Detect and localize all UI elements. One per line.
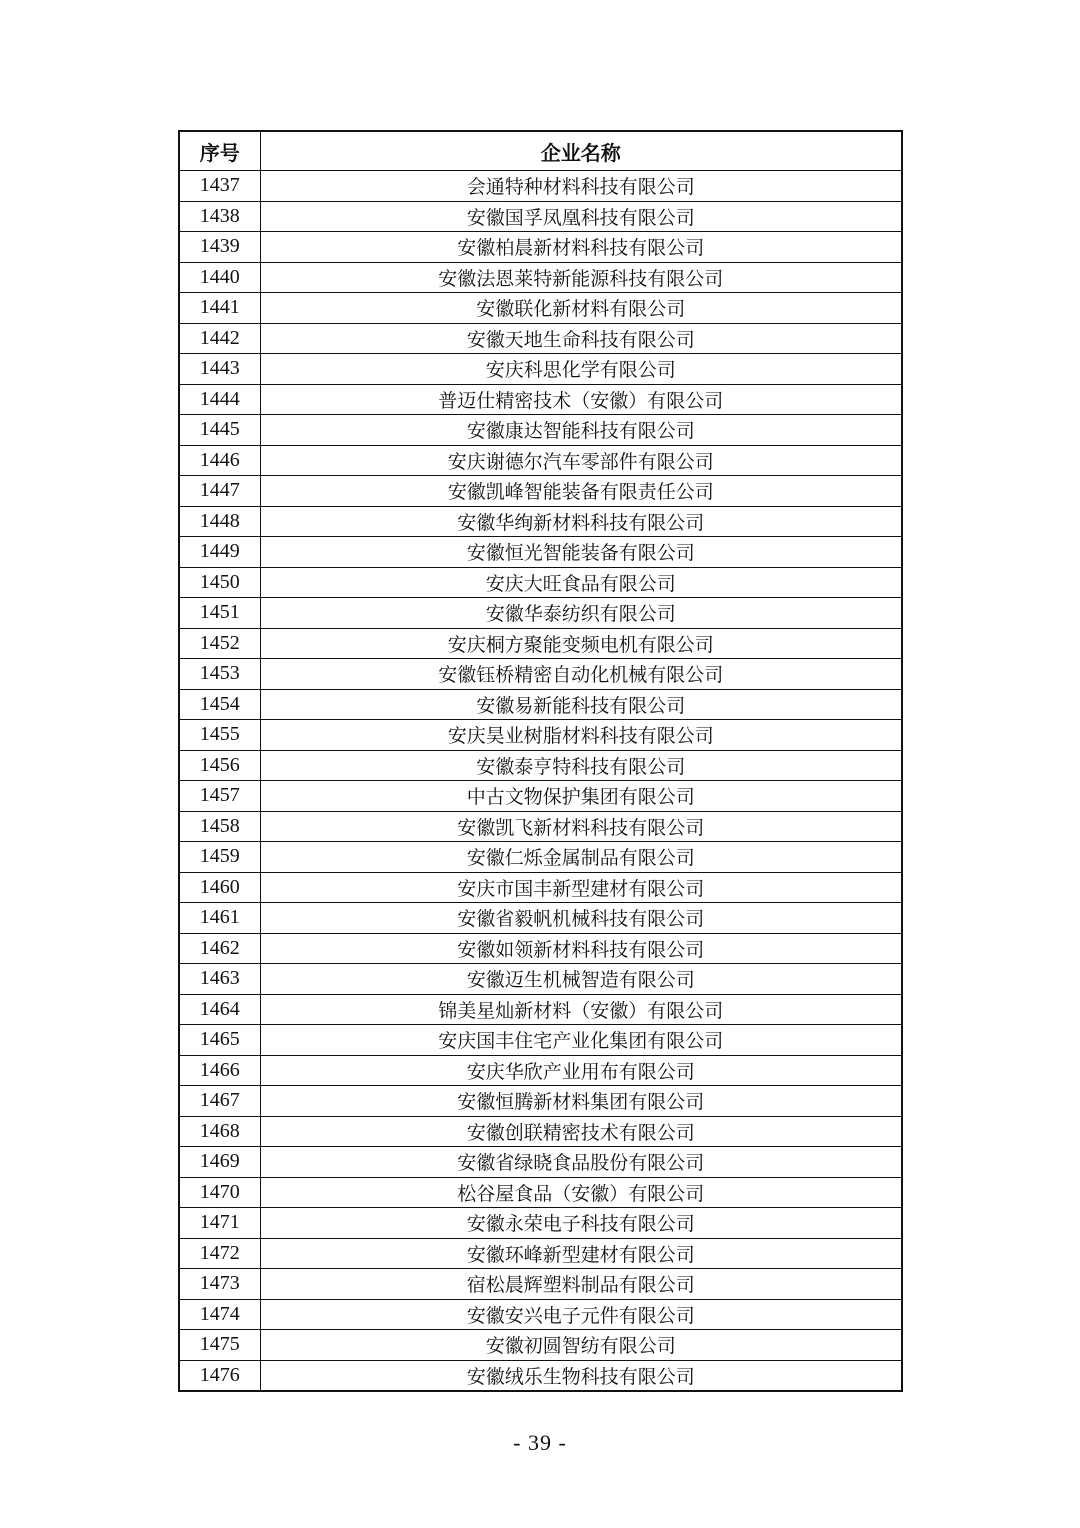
enterprise-name-cell: 松谷屋食品（安徽）有限公司 bbox=[260, 1177, 902, 1208]
table-row bbox=[179, 354, 902, 385]
serial-number-cell: 1437 bbox=[179, 171, 260, 202]
serial-number-cell: 1475 bbox=[179, 1330, 260, 1361]
table-row bbox=[179, 1025, 902, 1056]
table-header-row bbox=[179, 131, 902, 171]
table-row bbox=[179, 1116, 902, 1147]
table-row bbox=[179, 171, 902, 202]
serial-number-cell: 1447 bbox=[179, 476, 260, 507]
serial-number-cell: 1452 bbox=[179, 628, 260, 659]
enterprise-name-cell: 安庆谢德尔汽车零部件有限公司 bbox=[260, 445, 902, 476]
table-row bbox=[179, 384, 902, 415]
table-row bbox=[179, 567, 902, 598]
serial-number-cell: 1448 bbox=[179, 506, 260, 537]
table-row bbox=[179, 781, 902, 812]
enterprise-name-cell: 安徽初圆智纺有限公司 bbox=[260, 1330, 902, 1361]
serial-number-cell: 1445 bbox=[179, 415, 260, 446]
table-row bbox=[179, 689, 902, 720]
serial-number-cell: 1444 bbox=[179, 384, 260, 415]
table-row bbox=[179, 293, 902, 324]
enterprise-name-cell: 安徽华泰纺织有限公司 bbox=[260, 598, 902, 629]
enterprise-name-cell: 安徽迈生机械智造有限公司 bbox=[260, 964, 902, 995]
table-row bbox=[179, 933, 902, 964]
serial-number-cell: 1439 bbox=[179, 232, 260, 263]
table-row bbox=[179, 598, 902, 629]
enterprise-name-cell: 安徽如领新材料科技有限公司 bbox=[260, 933, 902, 964]
table-row bbox=[179, 445, 902, 476]
enterprise-name-cell: 安庆华欣产业用布有限公司 bbox=[260, 1055, 902, 1086]
serial-number-cell: 1473 bbox=[179, 1269, 260, 1300]
enterprise-name-cell: 锦美星灿新材料（安徽）有限公司 bbox=[260, 994, 902, 1025]
table-row bbox=[179, 506, 902, 537]
table-row bbox=[179, 1299, 902, 1330]
table-row bbox=[179, 811, 902, 842]
table-body bbox=[179, 171, 902, 1392]
enterprise-name-cell: 安庆国丰住宅产业化集团有限公司 bbox=[260, 1025, 902, 1056]
serial-number-cell: 1469 bbox=[179, 1147, 260, 1178]
serial-number-cell: 1440 bbox=[179, 262, 260, 293]
table-row bbox=[179, 1238, 902, 1269]
serial-number-cell: 1472 bbox=[179, 1238, 260, 1269]
table-row bbox=[179, 720, 902, 751]
table-row bbox=[179, 1086, 902, 1117]
serial-number-cell: 1450 bbox=[179, 567, 260, 598]
serial-number-cell: 1468 bbox=[179, 1116, 260, 1147]
enterprise-name-cell: 安庆大旺食品有限公司 bbox=[260, 567, 902, 598]
serial-number-cell: 1449 bbox=[179, 537, 260, 568]
serial-number-cell: 1453 bbox=[179, 659, 260, 690]
table-row bbox=[179, 415, 902, 446]
table-row bbox=[179, 201, 902, 232]
table-row bbox=[179, 994, 902, 1025]
header-serial-number: 序号 bbox=[179, 131, 260, 171]
serial-number-cell: 1463 bbox=[179, 964, 260, 995]
table-row bbox=[179, 262, 902, 293]
enterprise-name-cell: 安徽创联精密技术有限公司 bbox=[260, 1116, 902, 1147]
enterprise-name-cell: 安徽华绚新材料科技有限公司 bbox=[260, 506, 902, 537]
enterprise-name-cell: 安徽恒腾新材料集团有限公司 bbox=[260, 1086, 902, 1117]
enterprise-name-cell: 安徽柏晨新材料科技有限公司 bbox=[260, 232, 902, 263]
serial-number-cell: 1458 bbox=[179, 811, 260, 842]
serial-number-cell: 1462 bbox=[179, 933, 260, 964]
enterprise-name-cell: 会通特种材料科技有限公司 bbox=[260, 171, 902, 202]
table-row bbox=[179, 476, 902, 507]
header-enterprise-name: 企业名称 bbox=[260, 131, 902, 171]
table-row bbox=[179, 903, 902, 934]
enterprise-name-cell: 安庆市国丰新型建材有限公司 bbox=[260, 872, 902, 903]
table-row bbox=[179, 750, 902, 781]
table-row bbox=[179, 842, 902, 873]
serial-number-cell: 1443 bbox=[179, 354, 260, 385]
enterprise-name-cell: 安徽泰亨特科技有限公司 bbox=[260, 750, 902, 781]
table-row bbox=[179, 872, 902, 903]
table-row bbox=[179, 1177, 902, 1208]
serial-number-cell: 1455 bbox=[179, 720, 260, 751]
enterprise-name-cell: 安徽康达智能科技有限公司 bbox=[260, 415, 902, 446]
serial-number-cell: 1471 bbox=[179, 1208, 260, 1239]
serial-number-cell: 1442 bbox=[179, 323, 260, 354]
serial-number-cell: 1457 bbox=[179, 781, 260, 812]
serial-number-cell: 1451 bbox=[179, 598, 260, 629]
enterprise-name-cell: 安徽永荣电子科技有限公司 bbox=[260, 1208, 902, 1239]
enterprise-name-cell: 安徽法恩莱特新能源科技有限公司 bbox=[260, 262, 902, 293]
enterprise-name-cell: 安徽恒光智能装备有限公司 bbox=[260, 537, 902, 568]
enterprise-name-cell: 安徽环峰新型建材有限公司 bbox=[260, 1238, 902, 1269]
table-row bbox=[179, 1360, 902, 1391]
enterprise-name-cell: 安徽国孚凤凰科技有限公司 bbox=[260, 201, 902, 232]
enterprise-name-cell: 安徽凯飞新材料科技有限公司 bbox=[260, 811, 902, 842]
serial-number-cell: 1438 bbox=[179, 201, 260, 232]
serial-number-cell: 1441 bbox=[179, 293, 260, 324]
serial-number-cell: 1446 bbox=[179, 445, 260, 476]
enterprise-name-cell: 安庆昊业树脂材料科技有限公司 bbox=[260, 720, 902, 751]
enterprise-name-cell: 宿松晨辉塑料制品有限公司 bbox=[260, 1269, 902, 1300]
enterprise-name-cell: 安徽绒乐生物科技有限公司 bbox=[260, 1360, 902, 1391]
table-row bbox=[179, 659, 902, 690]
table-row bbox=[179, 232, 902, 263]
enterprise-name-cell: 安徽仁烁金属制品有限公司 bbox=[260, 842, 902, 873]
serial-number-cell: 1466 bbox=[179, 1055, 260, 1086]
serial-number-cell: 1459 bbox=[179, 842, 260, 873]
serial-number-cell: 1465 bbox=[179, 1025, 260, 1056]
page-number: - 39 - bbox=[513, 1430, 567, 1455]
table-row bbox=[179, 1208, 902, 1239]
enterprise-name-cell: 安庆科思化学有限公司 bbox=[260, 354, 902, 385]
serial-number-cell: 1467 bbox=[179, 1086, 260, 1117]
enterprise-table bbox=[178, 130, 903, 1392]
table-row bbox=[179, 1147, 902, 1178]
enterprise-name-cell: 普迈仕精密技术（安徽）有限公司 bbox=[260, 384, 902, 415]
enterprise-name-cell: 安徽凯峰智能装备有限责任公司 bbox=[260, 476, 902, 507]
serial-number-cell: 1464 bbox=[179, 994, 260, 1025]
enterprise-name-cell: 安徽联化新材料有限公司 bbox=[260, 293, 902, 324]
table-row bbox=[179, 964, 902, 995]
enterprise-name-cell: 安徽省毅帆机械科技有限公司 bbox=[260, 903, 902, 934]
table-row bbox=[179, 1055, 902, 1086]
serial-number-cell: 1454 bbox=[179, 689, 260, 720]
table-row bbox=[179, 628, 902, 659]
enterprise-name-cell: 安徽易新能科技有限公司 bbox=[260, 689, 902, 720]
serial-number-cell: 1461 bbox=[179, 903, 260, 934]
serial-number-cell: 1474 bbox=[179, 1299, 260, 1330]
serial-number-cell: 1470 bbox=[179, 1177, 260, 1208]
table-row bbox=[179, 323, 902, 354]
enterprise-name-cell: 安庆桐方聚能变频电机有限公司 bbox=[260, 628, 902, 659]
table-row bbox=[179, 1269, 902, 1300]
enterprise-name-cell: 安徽省绿晓食品股份有限公司 bbox=[260, 1147, 902, 1178]
enterprise-name-cell: 安徽钰桥精密自动化机械有限公司 bbox=[260, 659, 902, 690]
table-row bbox=[179, 537, 902, 568]
serial-number-cell: 1460 bbox=[179, 872, 260, 903]
enterprise-name-cell: 安徽天地生命科技有限公司 bbox=[260, 323, 902, 354]
table-row bbox=[179, 1330, 902, 1361]
serial-number-cell: 1456 bbox=[179, 750, 260, 781]
enterprise-name-cell: 安徽安兴电子元件有限公司 bbox=[260, 1299, 902, 1330]
serial-number-cell: 1476 bbox=[179, 1360, 260, 1391]
enterprise-name-cell: 中古文物保护集团有限公司 bbox=[260, 781, 902, 812]
